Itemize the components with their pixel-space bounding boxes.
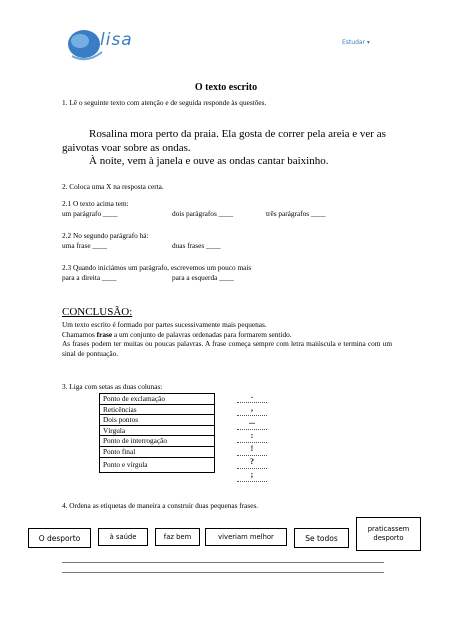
question-2-3: 2.3 Quando iniciámos um parágrafo, escrevemos um pouco mais	[62, 263, 252, 272]
page-title: O texto escrito	[194, 82, 258, 93]
option-dois-paragrafos[interactable]: dois parágrafos ____	[172, 209, 234, 218]
option-esquerda[interactable]: para a esquerda ____	[172, 273, 234, 282]
conclusion-line-3: As frases podem ter muitas ou poucas palavras. A frase começa sempre com letra maiúscula e termina com um sinal de pontuação.	[62, 339, 392, 358]
punctuation-symbol[interactable]: .	[237, 390, 267, 403]
punctuation-name[interactable]: Ponto de exclamação	[100, 394, 215, 405]
question-1: 1. Lê o seguinte texto com atenção e de seguida responde às questões.	[62, 98, 267, 107]
option-direita[interactable]: para a direita ____	[62, 273, 117, 282]
conclusion-keyword: frase	[96, 329, 113, 339]
punctuation-name[interactable]: Ponto final	[100, 446, 215, 457]
story-paragraph-1: Rosalina mora perto da praia. Ela gosta de correr pela areia e ver as gaivotas voar sobre as ondas.	[62, 128, 386, 154]
answer-line[interactable]	[62, 562, 384, 563]
option-uma-frase[interactable]: uma frase ____	[62, 241, 107, 250]
word-label[interactable]: viveriam melhor	[205, 528, 287, 546]
punctuation-symbol[interactable]: ...	[237, 416, 267, 429]
answer-line[interactable]	[62, 572, 384, 573]
logo-text: lisa	[100, 30, 133, 50]
story-paragraph-2: À noite, vem à janela e ouve as ondas cantar baixinho.	[89, 155, 329, 167]
punctuation-symbol[interactable]: !	[237, 443, 267, 456]
question-2-3-options	[62, 273, 392, 283]
punctuation-name[interactable]: Ponto de interrogação	[100, 436, 215, 447]
question-2-2-options	[62, 241, 392, 251]
nav-estudar-link[interactable]: Estudar ▾	[342, 39, 370, 46]
option-duas-frases[interactable]: duas frases ____	[172, 241, 221, 250]
option-um-paragrafo[interactable]: um parágrafo ____	[62, 209, 118, 218]
punctuation-symbol[interactable]: :	[237, 430, 267, 443]
punctuation-name[interactable]: Vírgula	[100, 425, 215, 436]
punctuation-symbol[interactable]: ?	[237, 456, 267, 469]
word-label[interactable]: O desporto	[28, 528, 91, 548]
question-2-1-options	[62, 209, 392, 219]
question-2-1: 2.1 O texto acima tem:	[62, 199, 129, 208]
conclusion-line-1: Um texto escrito é formado por partes sucessivamente mais pequenas.	[62, 320, 267, 329]
punctuation-symbol[interactable]: ,	[237, 403, 267, 416]
punctuation-name[interactable]: Ponto e vírgula	[100, 457, 215, 472]
punctuation-symbol[interactable]: ;	[237, 469, 267, 482]
punctuation-name[interactable]: Reticências	[100, 404, 215, 415]
punctuation-name[interactable]: Dois pontos	[100, 415, 215, 426]
question-2-2: 2.2 No segundo parágrafo há:	[62, 231, 149, 240]
word-label[interactable]: Se todos	[294, 528, 349, 548]
word-label[interactable]: praticassem desporto	[356, 517, 421, 551]
punctuation-names-table	[99, 393, 215, 473]
question-3: 3. Liga com setas as duas colunas:	[62, 382, 163, 391]
word-label[interactable]: faz bem	[155, 528, 200, 546]
word-label[interactable]: à saúde	[98, 528, 148, 546]
question-4: 4. Ordena as etiquetas de maneira a construir duas pequenas frases.	[62, 501, 259, 510]
conclusion-line-2: Chamamos frase a um conjunto de palavras ordenadas para formarem sentido.	[62, 329, 292, 339]
option-tres-paragrafos[interactable]: três parágrafos ____	[266, 209, 326, 218]
conclusion-text	[62, 320, 392, 358]
conclusion-title: CONCLUSÃO:	[62, 306, 133, 318]
question-2: 2. Coloca uma X na resposta certa.	[62, 182, 164, 191]
punctuation-symbols-column	[237, 390, 267, 482]
story-text	[62, 128, 392, 169]
